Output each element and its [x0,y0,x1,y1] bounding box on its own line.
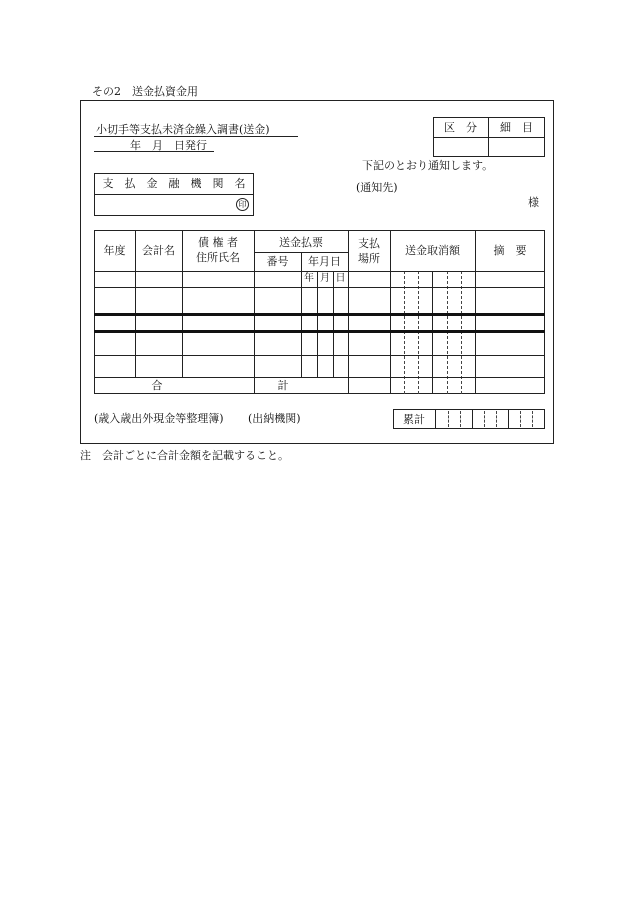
form-caption: その2 送金払資金用 [92,85,198,98]
col-account-name: 会計名 [142,244,175,257]
col-payment-place-line1: 支払 [358,237,380,250]
col-payment-place-line2: 場所 [358,252,380,265]
category-label: 区 分 [444,120,477,134]
date-year: 年 [304,273,314,284]
issue-date-underline [94,151,214,152]
total-label-left: 合 [151,379,163,392]
notice-text: 下記のとおり通知します。 [362,159,494,172]
issue-date: 年 月 日発行 [130,139,207,152]
date-month: 月 [320,273,330,284]
cumulative-label: 累計 [403,412,425,426]
institution-label: (出納機関) [248,412,301,425]
row-break-top [94,313,545,316]
col-fiscal-year: 年度 [103,244,126,257]
date-day: 日 [335,273,346,284]
col-creditor-line2: 住所氏名 [196,251,240,264]
col-remarks: 摘 要 [493,244,527,257]
row-break-bottom [94,330,545,333]
recipient-label: (通知先) [356,181,398,194]
bank-label: 支 払 金 融 機 関 名 [102,177,246,190]
subitem-label: 細 目 [500,120,533,134]
col-number: 番号 [266,255,289,268]
col-date: 年月日 [308,255,341,268]
ledger-label: (歳入歳出外現金等整理簿) [94,412,224,425]
form-title: 小切手等支払未済金繰入調書(送金) [96,123,270,136]
col-cancel-amount: 送金取消額 [405,243,460,257]
note-text: 注 会計ごとに合計金額を記載すること。 [80,449,289,462]
total-label-right: 計 [277,379,289,392]
col-remittance-ticket: 送金払票 [279,235,323,249]
title-underline [94,136,298,137]
col-creditor-line1: 債 権 者 [198,236,238,249]
seal-mark: 印 [236,198,249,211]
honorific: 様 [528,196,539,209]
